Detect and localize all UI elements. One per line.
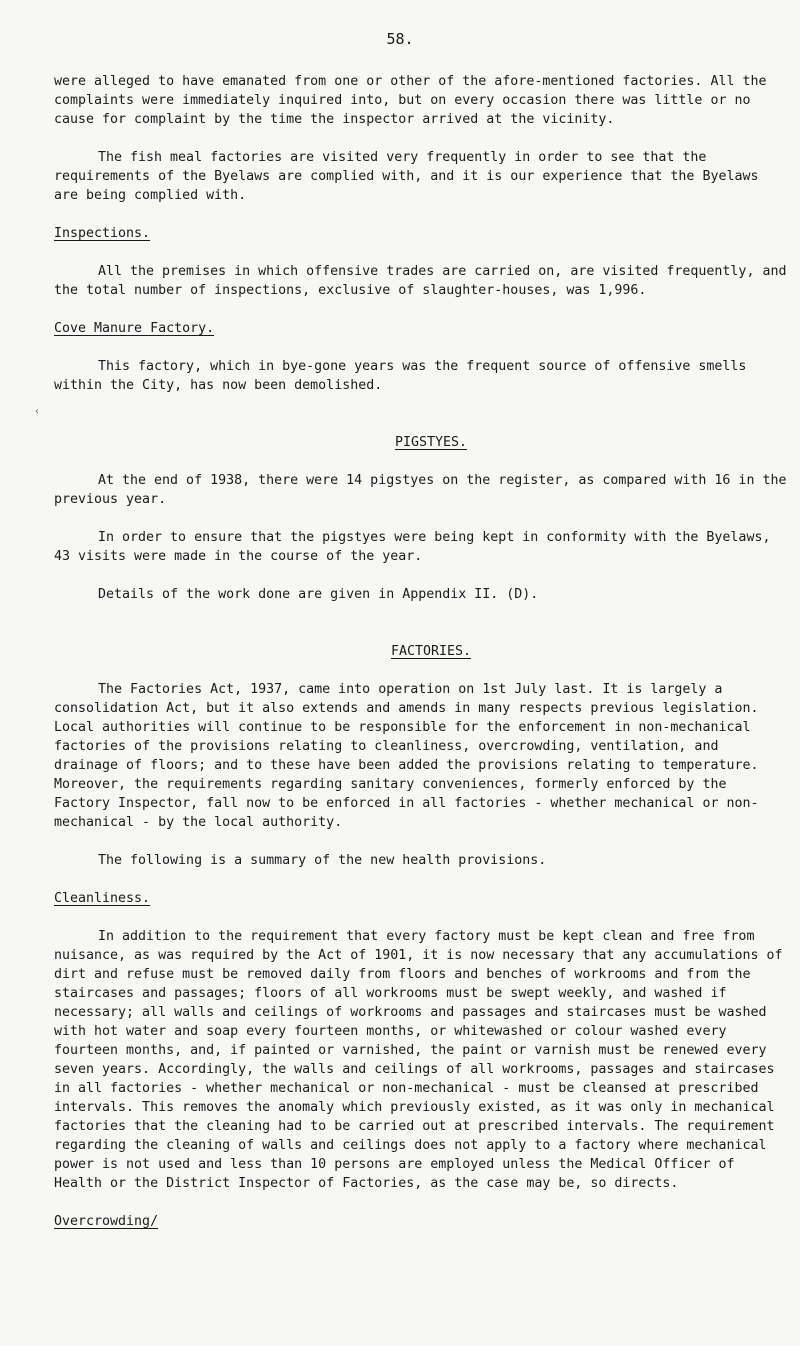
page-number: 58.	[386, 30, 414, 48]
pigstyes-paragraph-2: In order to ensure that the pigstyes were being kept in conformity with the Byelaws, 43 visits were made in the course of the year.	[54, 530, 771, 564]
factories-paragraph-1: The Factories Act, 1937, came into operation on 1st July last. It is largely a consolidation Act, but it also extends and amends in many respects previous legislation. Local authorities will continue to be responsible for the enforcement in non-mechanical factories of the provisions relating to cleanliness, overcrowding, ventilation, and drainage of floors; and to these have been added the provisions relating to temperature. Moreover, the requirements regarding sanitary conveniences, formerly enforced by the Factory Inspector, fall now to be enforced in all factories - whether mechanical or non-mechanical - by the local authority.	[54, 682, 759, 830]
pigstyes-paragraph-3: Details of the work done are given in Appendix II. (D).	[98, 587, 539, 602]
document-body	[54, 72, 788, 1231]
cleanliness-heading: Cleanliness.	[54, 891, 151, 906]
pigstyes-paragraph-1: At the end of 1938, there were 14 pigstyes on the register, as compared with 16 in the previous year.	[54, 473, 787, 507]
continuation-catchword: Overcrowding/	[54, 1214, 159, 1229]
inspections-heading: Inspections.	[54, 226, 151, 241]
cleanliness-paragraph: In addition to the requirement that every factory must be kept clean and free from nuisance, as was required by the Act of 1901, it is now necessary that any accumulations of dirt and refuse must be removed daily from floors and benches of workrooms and from the staircases and passages; floors of all workrooms must be swept weekly, and washed if necessary; all walls and ceilings of workrooms and passages and staircases must be washed with hot water and soap every fourteen months, or whitewashed or colour washed every fourteen months, and, if painted or varnished, the paint or varnish must be renewed every seven years. Accordingly, the walls and ceilings of all workrooms, passages and staircases in all factories - whether mechanical or non-mechanical - must be cleansed at prescribed intervals. This removes the anomaly which previously existed, as it was only in mechanical factories that the cleaning had to be carried out at prescribed intervals. The requirement regarding the cleaning of walls and ceilings does not apply to a factory where mechanical power is not used and less than 10 persons are employed unless the Medical Officer of Health or the District Inspector of Factories, as the case may be, so directs.	[54, 929, 783, 1191]
cove-paragraph: This factory, which in bye-gone years was the frequent source of offensive smells within the City, has now been demolished.	[54, 359, 747, 393]
factories-paragraph-2: The following is a summary of the new health provisions.	[98, 853, 547, 868]
cove-heading: Cove Manure Factory.	[54, 321, 215, 336]
pigstyes-heading: PIGSTYES.	[394, 435, 468, 450]
margin-mark: ‹	[34, 406, 41, 417]
inspections-paragraph: All the premises in which offensive trades are carried on, are visited frequently, and the total number of inspections, exclusive of slaughter-houses, was 1,996.	[54, 264, 787, 298]
fish-meal-paragraph: The fish meal factories are visited very frequently in order to see that the requirements of the Byelaws are complied with, and it is our experience that the Byelaws are being complied with.	[54, 150, 759, 203]
intro-paragraph: were alleged to have emanated from one or other of the afore-mentioned factories. All the complaints were immediately inquired into, but on every occasion there was little or no cause for complaint by the time the inspector arrived at the vicinity.	[54, 74, 767, 127]
factories-heading: FACTORIES.	[390, 644, 472, 659]
